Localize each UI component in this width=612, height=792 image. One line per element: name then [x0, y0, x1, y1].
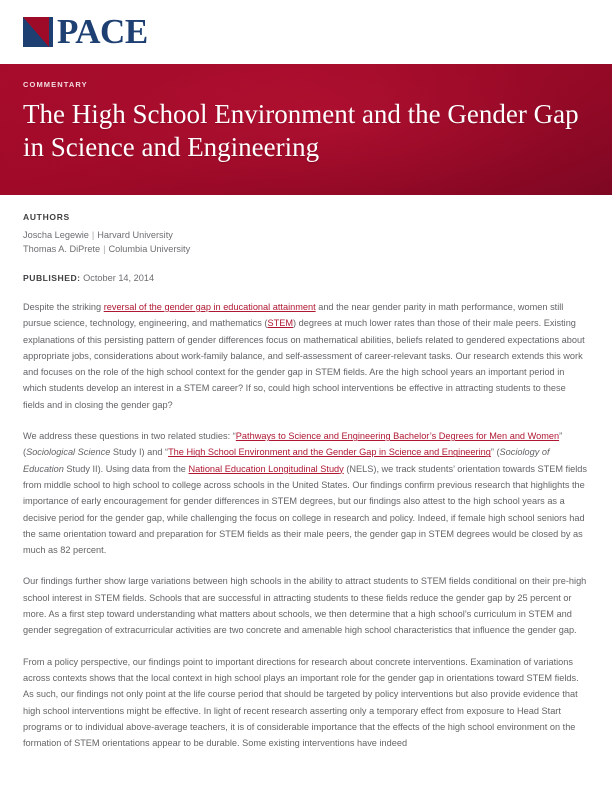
author-row — [23, 242, 589, 256]
published-date: October 14, 2014 — [83, 273, 155, 283]
article-content — [0, 195, 612, 751]
body-text: From a policy perspective, our findings point to important directions for research about concrete interventions. Examination of variations across contexts shows that the local context in high school plays an important role for the gender gap in orientations toward STEM fields. As such, our findings not only point at the life course period that should be targeted by policy interventions but also provide evidence that high school interventions might be effective. In light of recent research asserting only a temporary effect from exposure to Head Start programs or to individual above-average teachers, it is of considerable importance that the effects of the high school environment on the formation of STEM orientations appear to be durable. Some existing interventions have indeed — [23, 656, 579, 749]
body-text: ” ( — [23, 431, 563, 458]
authors-list — [23, 228, 589, 256]
pace-logo-mark-icon — [23, 17, 53, 47]
body-text: Despite the striking — [23, 302, 104, 312]
body-link[interactable]: Pathways to Science and Engineering Bachelor’s Degrees for Men and Women — [235, 431, 560, 442]
authors-section — [23, 212, 589, 256]
body-text: We address these questions in two related studies: “ — [23, 431, 236, 442]
authors-heading: AUTHORS — [23, 212, 70, 222]
body-link[interactable]: STEM — [267, 318, 293, 329]
body-paragraph — [23, 573, 589, 638]
hero-banner — [0, 64, 612, 195]
body-italic-text: Sociological Science — [26, 447, 111, 458]
body-paragraph — [23, 428, 589, 558]
article-body — [23, 299, 589, 751]
site-header — [0, 0, 612, 64]
body-paragraph — [23, 299, 589, 413]
body-link[interactable]: The High School Environment and the Gender Gap in Science and Engineering — [168, 447, 491, 458]
body-paragraph — [23, 654, 589, 752]
body-italic-text: Sociology of Education — [23, 447, 550, 474]
body-text: (NELS), we track students’ orientation towards STEM fields from middle school to high school to college across schools in the United States. Our findings confirm previous research that highlights the importance of early encouragement for gender differences in STEM degrees, but our findings also attest to the high school years as a decisive period for the gender gap, while challenging the focus on college in research and policy. Indeed, if female high school seniors had the same orientation toward and preparation for STEM fields as their male peers, the gender gap in STEM degrees would be closed by as much as 82 percent. — [23, 463, 587, 556]
author-affiliation: Columbia University — [108, 244, 191, 254]
body-text: ” ( — [490, 447, 500, 458]
body-text: and the near gender parity in math performance, women still pursue science, technology, engineering, and mathematics ( — [23, 302, 564, 329]
author-separator: | — [91, 230, 95, 240]
author-name: Joscha Legewie — [23, 230, 89, 240]
body-link[interactable]: reversal of the gender gap in educational attainment — [103, 302, 316, 312]
pace-logo-wordmark: PACE — [57, 12, 148, 51]
pace-logo[interactable] — [23, 12, 148, 51]
body-link[interactable]: National Education Longitudinal Study — [188, 463, 344, 474]
body-text: ) degrees at much lower rates than those of their male peers. Existing explanations of this persisting pattern of gender differences focus on mathematical abilities, beliefs related to gendered expectations about appropriate jobs, considerations about work-family balance, and self-assessment of career-relevant tasks. Our research extends this work and focuses on the role of the high school context for the gender gap in STEM fields. Are the high school years an important period in which students develop an interest in a STEM career? If so, could high school interventions be effective in attracting students to these fields and in closing the gender gap? — [23, 318, 585, 410]
published-line — [23, 273, 589, 283]
author-separator: | — [103, 244, 106, 254]
published-label: PUBLISHED: — [23, 273, 81, 283]
body-text: Study I) and “ — [110, 447, 169, 458]
page-title: The High School Environment and the Gender Gap in Science and Engineering — [23, 99, 579, 162]
body-text: Our findings further show large variations between high schools in the ability to attract students to STEM fields conditional on their pre-high school interest in STEM fields. Schools that are successful in attracting students to these fields reduce the gender gap by 25 percent or more. As a first step toward understanding what matters about schools, we then determine that a high school’s curriculum in STEM and gender segregation of extracurricular activities are two concrete and amenable high school characteristics that influence the gender gap. — [23, 576, 587, 636]
author-row — [23, 228, 589, 242]
body-text: Study II). Using data from the — [63, 463, 189, 474]
author-name: Thomas A. DiPrete — [23, 244, 101, 254]
author-affiliation: Harvard University — [97, 230, 173, 240]
article-category-label: COMMENTARY — [23, 80, 88, 89]
